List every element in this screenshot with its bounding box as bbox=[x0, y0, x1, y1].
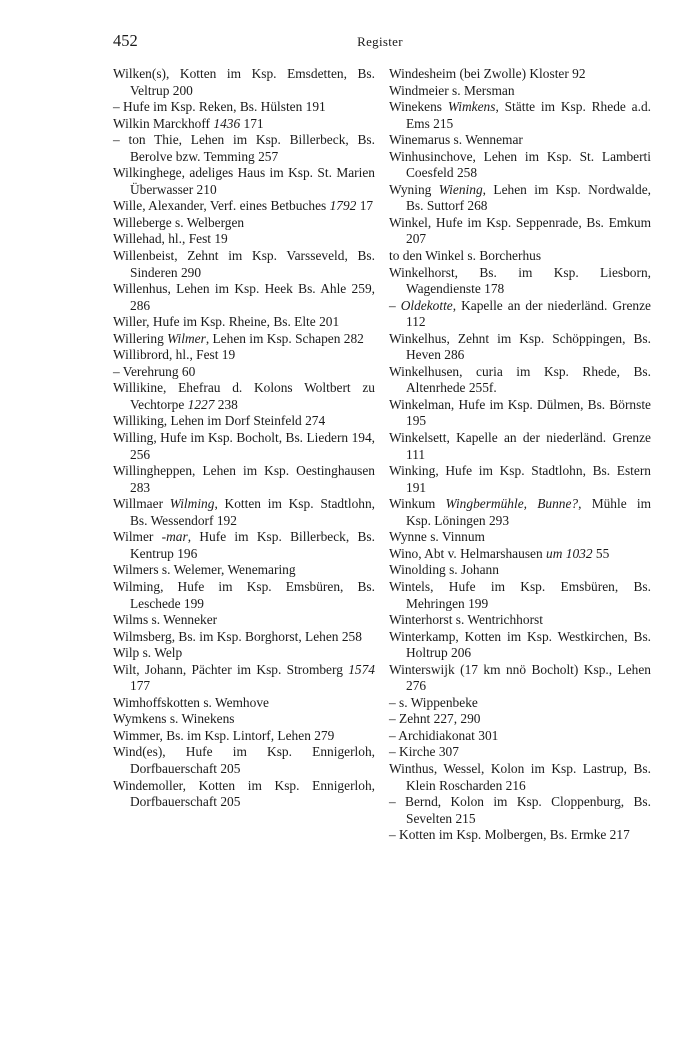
entry-text: Wyning bbox=[389, 181, 439, 197]
index-entry: Willenhus, Lehen im Ksp. Heek Bs. Ahle 259, 286 bbox=[113, 281, 375, 313]
entry-text: Wilt, Johann, Pächter im Ksp. Stromberg bbox=[113, 661, 349, 677]
entry-text: Winekens bbox=[389, 99, 448, 115]
index-entry: Windmeier s. Mersman bbox=[389, 82, 515, 98]
entry-text: Willmaer bbox=[113, 496, 170, 512]
index-entry: Winthus, Wessel, Kolon im Ksp. Lastrup, Bs. Klein Roscharden 216 bbox=[389, 760, 651, 793]
entry-text: Willering bbox=[113, 330, 168, 346]
italic-term: Wiening bbox=[438, 181, 483, 197]
index-entry: – Verehrung 60 bbox=[113, 363, 196, 379]
index-entry: Willehad, hl., Fest 19 bbox=[113, 231, 228, 247]
italic-term: -mar bbox=[161, 529, 188, 545]
index-entry bbox=[113, 198, 375, 215]
italic-term: 1574 bbox=[348, 661, 375, 677]
entry-text: – bbox=[389, 297, 401, 313]
italic-term: Wimkens bbox=[447, 99, 496, 115]
index-entry bbox=[389, 99, 651, 132]
index-entry: Wimhoffskotten s. Wemhove bbox=[113, 694, 269, 710]
index-entry: Windesheim (bei Zwolle) Kloster 92 bbox=[389, 66, 586, 81]
italic-term: 1436 bbox=[213, 115, 241, 131]
entry-text: Willikine, Ehefrau d. Kolons Woltbert zu Vechtorpe bbox=[113, 380, 375, 412]
index-entry: Wilp s. Welp bbox=[113, 645, 183, 661]
index-column-left bbox=[113, 66, 375, 811]
index-entry: Winkel, Hufe im Ksp. Seppenrade, Bs. Emkum 207 bbox=[389, 214, 651, 247]
index-entry: Willeberge s. Welbergen bbox=[113, 214, 245, 230]
page-number: 452 bbox=[113, 31, 138, 50]
index-entry: to den Winkel s. Borcherhus bbox=[389, 248, 542, 264]
index-entry: – Kotten im Ksp. Molbergen, Bs. Ermke 217 bbox=[389, 827, 630, 843]
entry-text: Wino, Abt v. Helmarshausen bbox=[389, 545, 547, 561]
entry-text: 55 bbox=[592, 545, 610, 561]
index-entry: Winkelsett, Kapelle an der niederländ. Grenze 111 bbox=[389, 430, 651, 462]
italic-term: Oldekotte bbox=[400, 297, 453, 313]
italic-term: Wingbermühle, Bunne? bbox=[445, 496, 579, 512]
entry-text: , Kotten im Ksp. Stadtlohn, Bs. Wessendorf 192 bbox=[130, 496, 375, 528]
entry-text: , Lehen im Ksp. Nordwalde, Bs. Suttorf 268 bbox=[406, 181, 651, 214]
entry-text: , Hufe im Ksp. Billerbeck, Bs. Kentrup 196 bbox=[130, 529, 375, 561]
index-entry: Willer, Hufe im Ksp. Rheine, Bs. Elte 201 bbox=[113, 314, 340, 330]
index-entry: Winhusinchove, Lehen im Ksp. St. Lamberti Coesfeld 258 bbox=[389, 148, 651, 181]
index-entry: Winemarus s. Wennemar bbox=[389, 132, 523, 148]
index-entry: Winkelhorst, Bs. im Ksp. Liesborn, Wagendienste 178 bbox=[389, 264, 651, 297]
index-entry: Winterhorst s. Wentrichhorst bbox=[389, 612, 543, 628]
index-entry: Windemoller, Kotten im Ksp. Ennigerloh, Dorfbauerschaft 205 bbox=[113, 777, 375, 810]
index-entry: Winkelman, Hufe im Ksp. Dülmen, Bs. Börnste 195 bbox=[389, 396, 651, 429]
index-entry: Winterswijk (17 km nnö Bocholt) Ksp., Lehen 276 bbox=[389, 661, 651, 694]
index-column-right bbox=[389, 66, 651, 844]
index-entry: Willing, Hufe im Ksp. Bocholt, Bs. Liedern 194, 256 bbox=[113, 430, 375, 462]
index-entry bbox=[113, 529, 375, 562]
index-entry: – Kirche 307 bbox=[389, 744, 459, 760]
entry-text: Wilmer bbox=[113, 529, 162, 545]
entry-text: , Stätte im Ksp. Rhede a.d. Ems 215 bbox=[406, 99, 651, 131]
index-entry: Willingheppen, Lehen im Ksp. Oestinghausen 283 bbox=[113, 463, 375, 495]
entry-text: 171 bbox=[240, 115, 264, 131]
index-entry bbox=[389, 546, 651, 563]
index-entry bbox=[389, 496, 651, 529]
index-entry: – s. Wippenbeke bbox=[389, 694, 478, 710]
index-entry: Wymkens s. Winekens bbox=[113, 711, 235, 727]
index-entry: Williking, Lehen im Dorf Steinfeld 274 bbox=[113, 413, 326, 429]
index-entry bbox=[389, 182, 651, 215]
index-entry: – Archidiakonat 301 bbox=[389, 727, 499, 743]
index-entry: Wilmsberg, Bs. im Ksp. Borghorst, Lehen 258 bbox=[113, 628, 362, 644]
index-entry: Wilken(s), Kotten im Ksp. Emsdetten, Bs. Veltrup 200 bbox=[113, 66, 375, 98]
running-title: Register bbox=[357, 34, 403, 49]
index-entry: Winkelhusen, curia im Ksp. Rhede, Bs. Altenrhede 255f. bbox=[389, 363, 651, 396]
index-entry bbox=[113, 496, 375, 529]
index-entry bbox=[113, 380, 375, 413]
index-entry: Winking, Hufe im Ksp. Stadtlohn, Bs. Estern 191 bbox=[389, 463, 651, 495]
entry-text: Wille, Alexander, Verf. eines Betbuches bbox=[113, 198, 330, 214]
index-entry: Wintels, Hufe im Ksp. Emsbüren, Bs. Mehringen 199 bbox=[389, 578, 651, 611]
index-entry: – Zehnt 227, 290 bbox=[389, 711, 481, 727]
index-entry: Winkelhus, Zehnt im Ksp. Schöppingen, Bs. Heven 286 bbox=[389, 330, 651, 363]
entry-text: Wilkin Marckhoff bbox=[113, 115, 214, 131]
index-entry: Wilming, Hufe im Ksp. Emsbüren, Bs. Leschede 199 bbox=[113, 578, 375, 611]
entry-text: , Mühle im Ksp. Löningen 293 bbox=[406, 496, 652, 528]
index-entry: Willenbeist, Zehnt im Ksp. Varsseveld, Bs. Sinderen 290 bbox=[113, 248, 375, 280]
index-entry: – Hufe im Ksp. Reken, Bs. Hülsten 191 bbox=[113, 99, 326, 115]
italic-term: 1792 bbox=[329, 198, 357, 214]
index-entry bbox=[113, 662, 375, 695]
entry-text: 177 bbox=[130, 678, 151, 694]
index-entry: Wilmers s. Welemer, Wenemaring bbox=[113, 562, 296, 578]
index-entry: – ton Thie, Lehen im Ksp. Billerbeck, Bs. Berolve bzw. Temming 257 bbox=[113, 132, 375, 164]
italic-term: 1227 bbox=[187, 396, 215, 412]
italic-term: Wilmer bbox=[167, 330, 206, 346]
index-entry bbox=[113, 116, 375, 133]
index-entry: Willibrord, hl., Fest 19 bbox=[113, 347, 236, 363]
index-entry: Wynne s. Vinnum bbox=[389, 529, 485, 545]
italic-term: um 1032 bbox=[546, 545, 593, 561]
italic-term: Wilming bbox=[169, 496, 215, 512]
entry-text: 238 bbox=[214, 396, 238, 412]
entry-text: , Lehen im Ksp. Schapen 282 bbox=[205, 330, 364, 346]
index-entry: Winolding s. Johann bbox=[389, 562, 499, 578]
index-entry: Wind(es), Hufe im Ksp. Ennigerloh, Dorfbauerschaft 205 bbox=[113, 744, 375, 776]
entry-text: 17 bbox=[356, 198, 374, 214]
index-entry: Wilms s. Wenneker bbox=[113, 612, 218, 628]
index-entry: – Bernd, Kolon im Ksp. Cloppenburg, Bs. Sevelten 215 bbox=[389, 794, 651, 826]
entry-text: , Kapelle an der niederländ. Grenze 112 bbox=[406, 297, 651, 330]
index-entry bbox=[113, 331, 375, 348]
index-entry: Winterkamp, Kotten im Ksp. Westkirchen, Bs. Holtrup 206 bbox=[389, 628, 651, 661]
index-entry: Wilkinghege, adeliges Haus im Ksp. St. Marien Überwasser 210 bbox=[113, 165, 375, 197]
entry-text: Winkum bbox=[389, 496, 446, 512]
index-entry bbox=[389, 298, 651, 331]
index-entry: Wimmer, Bs. im Ksp. Lintorf, Lehen 279 bbox=[113, 727, 335, 743]
